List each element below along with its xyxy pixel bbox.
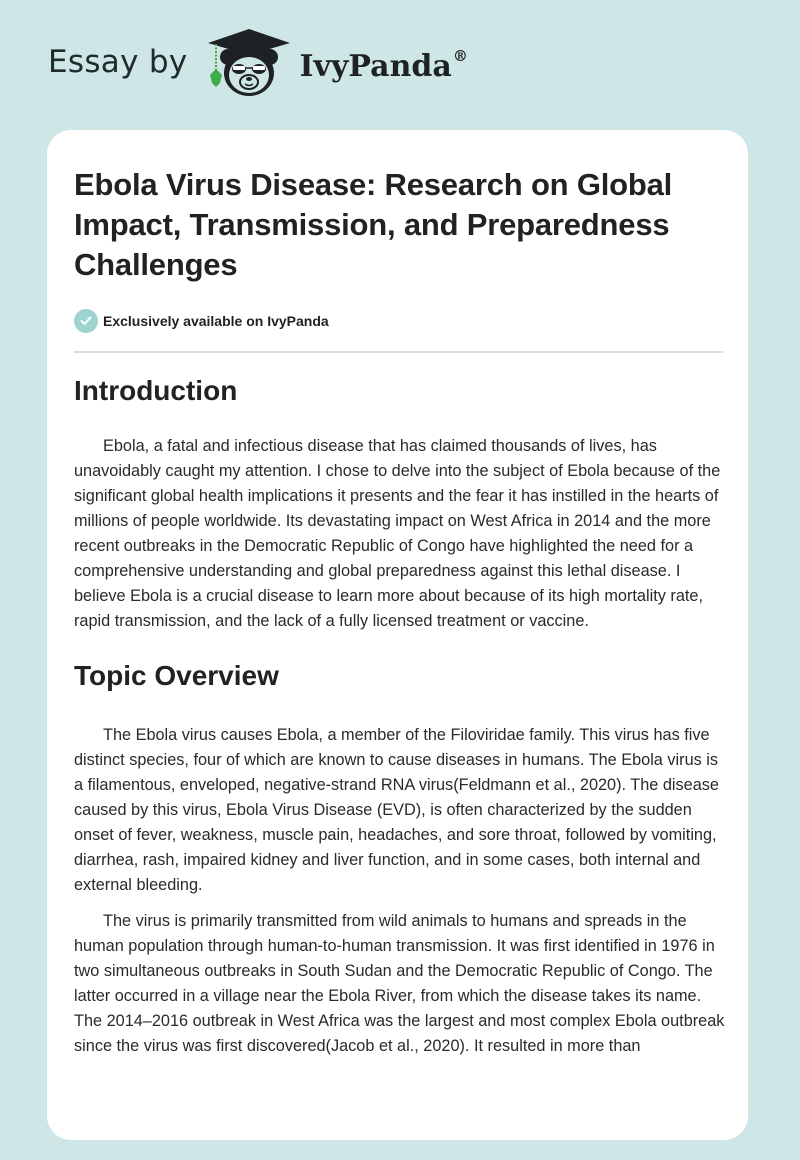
panda-graduation-cap-icon[interactable] xyxy=(206,27,292,99)
brand-text: IvyPanda xyxy=(299,48,452,84)
check-circle-icon xyxy=(74,309,98,333)
section-heading-topic-overview: Topic Overview xyxy=(74,660,279,691)
divider xyxy=(74,351,723,353)
essay-card xyxy=(47,130,748,1140)
paragraph: The Ebola virus causes Ebola, a member of the Filoviridae family. This virus has five distinct species, four of which are known to cause diseases in humans. The Ebola virus is a filamentous, enveloped, negative-strand RNA virus(Feldmann et al., 2020). The disease caused by this virus, Ebola Virus Disease (EVD), is often characterized by the sudden onset of fever, weakness, muscle pain, headaches, and sore throat, followed by vomiting, diarrhea, rash, impaired kidney and liver function, and in some cases, both internal and external bleeding. xyxy=(74,726,719,894)
page-title: Ebola Virus Disease: Research on Global Impact, Transmission, and Preparedness Challenges xyxy=(74,167,673,282)
registered-mark: ® xyxy=(452,46,468,65)
exclusive-badge xyxy=(74,308,721,334)
exclusive-label: Exclusively available on IvyPanda xyxy=(103,313,329,329)
site-header xyxy=(0,0,800,130)
essay-by-label: Essay by xyxy=(48,44,188,80)
brand-name[interactable] xyxy=(299,46,468,84)
paragraph: Ebola, a fatal and infectious disease that has claimed thousands of lives, has unavoidably caught my attention. I chose to delve into the subject of Ebola because of the significant global health implications it presents and the fear it has instilled in the hearts of millions of people worldwide. Its devastating impact on West Africa in 2014 and the more recent outbreaks in the Democratic Republic of Congo have highlighted the need for a comprehensive understanding and global preparedness against this lethal disease. I believe Ebola is a crucial disease to learn more about because of its high mortality rate, rapid transmission, and the lack of a fully licensed treatment or vaccine. xyxy=(74,437,721,630)
paragraph: The virus is primarily transmitted from wild animals to humans and spreads in the human population through human-to-human transmission. It was first identified in 1976 in two simultaneous outbreaks in South Sudan and the Democratic Republic of Congo. The latter occurred in a village near the Ebola River, from which the disease takes its name. The 2014–2016 outbreak in West Africa was the largest and most complex Ebola outbreak since the virus was first discovered(Jacob et al., 2020). It resulted in more than xyxy=(74,912,725,1055)
section-heading-introduction: Introduction xyxy=(74,375,238,406)
